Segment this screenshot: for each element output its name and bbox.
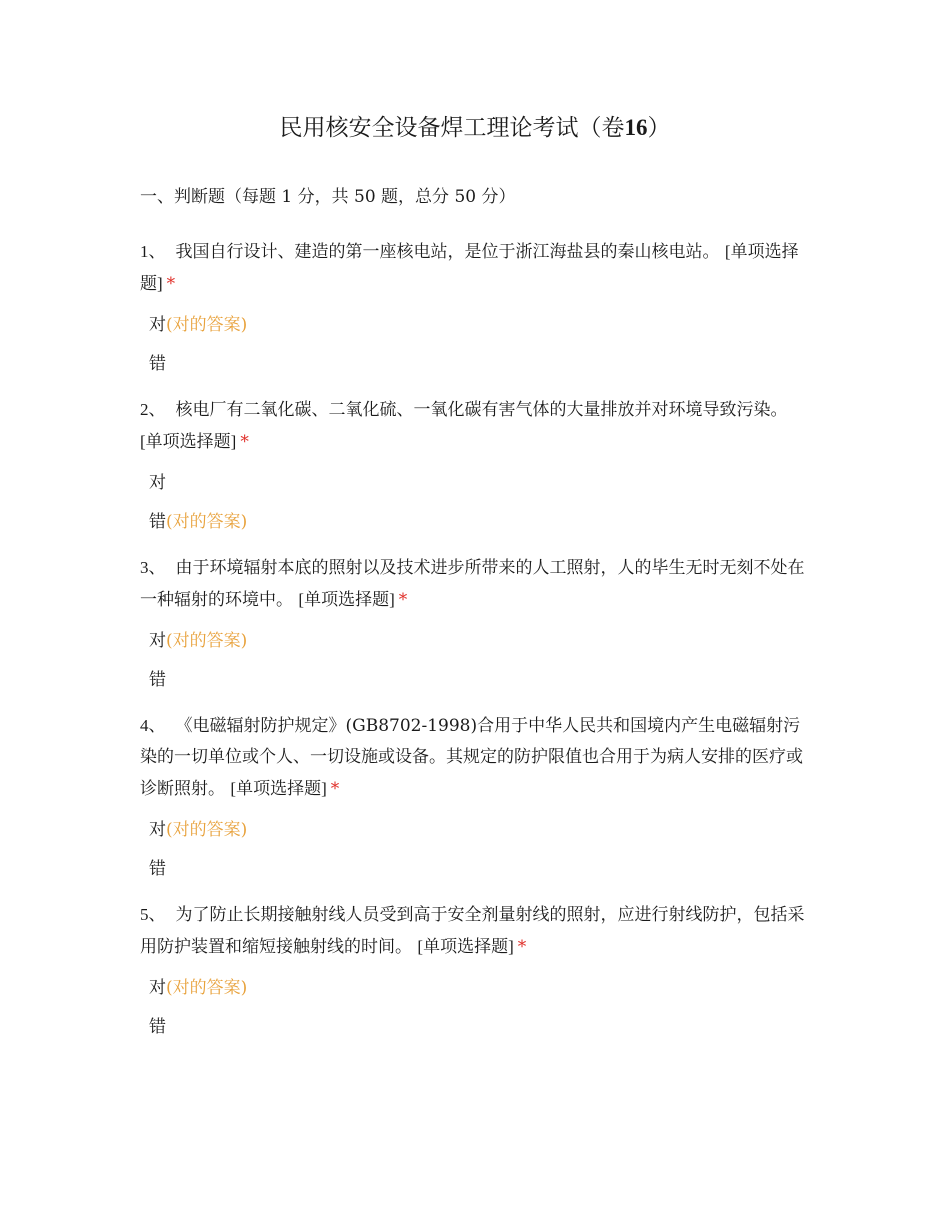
question-number: 3、 [140,558,166,577]
correct-answer-mark: (对的答案) [166,631,248,651]
page-title [0,111,950,145]
required-mark: * [398,590,408,610]
question-type: [单项选择题] [298,590,395,609]
option-label: 错 [149,859,166,879]
required-mark: * [240,432,249,452]
correct-answer-mark: (对的答案) [166,315,248,335]
question-body: 《电磁辐射防护规定》(GB8702-1998)合用于中华人民共和国境内产生电磁辐射污染的一切单位或个人、一切设施或设备。其规定的防护限值也合用于为病人安排的医疗或诊断照射。 [140,716,803,799]
question-number: 2、 [140,400,166,419]
question-text [140,552,812,616]
option-true[interactable] [140,622,812,661]
correct-answer-mark: (对的答案) [166,978,248,998]
option-label: 错 [149,1017,166,1037]
option-label: 对 [149,473,166,493]
question-text [140,236,812,300]
question-body: 我国自行设计、建造的第一座核电站，是位于浙江海盐县的秦山核电站。 [175,242,720,262]
question-text [140,899,812,963]
title-main: 民用核安全设备焊工理论考试（卷 [279,115,625,141]
question-item [140,394,812,542]
option-true[interactable] [140,811,812,850]
question-text [140,394,812,458]
option-label: 对 [149,978,166,998]
option-false[interactable] [140,1008,812,1047]
question-type: [单项选择题] [230,779,327,798]
option-false[interactable] [140,503,812,542]
question-number: 4、 [140,716,166,735]
option-label: 对 [149,820,166,840]
option-true[interactable] [140,969,812,1008]
correct-answer-mark: (对的答案) [166,512,248,532]
section-header: 一、判断题（每题 1 分，共 50 题，总分 50 分） [140,187,516,207]
required-mark: * [166,274,176,294]
option-true[interactable] [140,464,812,503]
question-body: 核电厂有二氧化碳、二氧化硫、一氧化碳有害气体的大量排放并对环境导致污染。 [175,400,788,420]
question-item [140,552,812,700]
question-item [140,710,812,889]
option-label: 错 [149,354,166,374]
question-number: 1、 [140,242,166,261]
question-type: [单项选择题] [140,432,237,451]
question-item [140,899,812,1047]
option-false[interactable] [140,661,812,700]
option-label: 错 [149,512,166,532]
question-body: 由于环境辐射本底的照射以及技术进步所带来的人工照射，人的毕生无时无刻不处在一种辐射的环境中。 [140,558,805,610]
option-label: 对 [149,315,166,335]
question-type: [单项选择题] [140,242,799,293]
option-true[interactable] [140,306,812,345]
option-label: 对 [149,631,166,651]
option-false[interactable] [140,345,812,384]
question-text [140,710,812,805]
question-item [140,236,812,384]
question-number: 5、 [140,905,166,924]
title-number: 16 [624,115,648,140]
option-false[interactable] [140,850,812,889]
option-label: 错 [149,670,166,690]
required-mark: * [517,937,527,957]
question-list [140,236,812,1057]
question-type: [单项选择题] [417,937,514,956]
correct-answer-mark: (对的答案) [166,820,248,840]
required-mark: * [330,779,340,799]
title-close: ） [647,115,671,141]
question-body: 为了防止长期接触射线人员受到高于安全剂量射线的照射，应进行射线防护，包括采用防护装置和缩短接触射线的时间。 [140,905,805,957]
